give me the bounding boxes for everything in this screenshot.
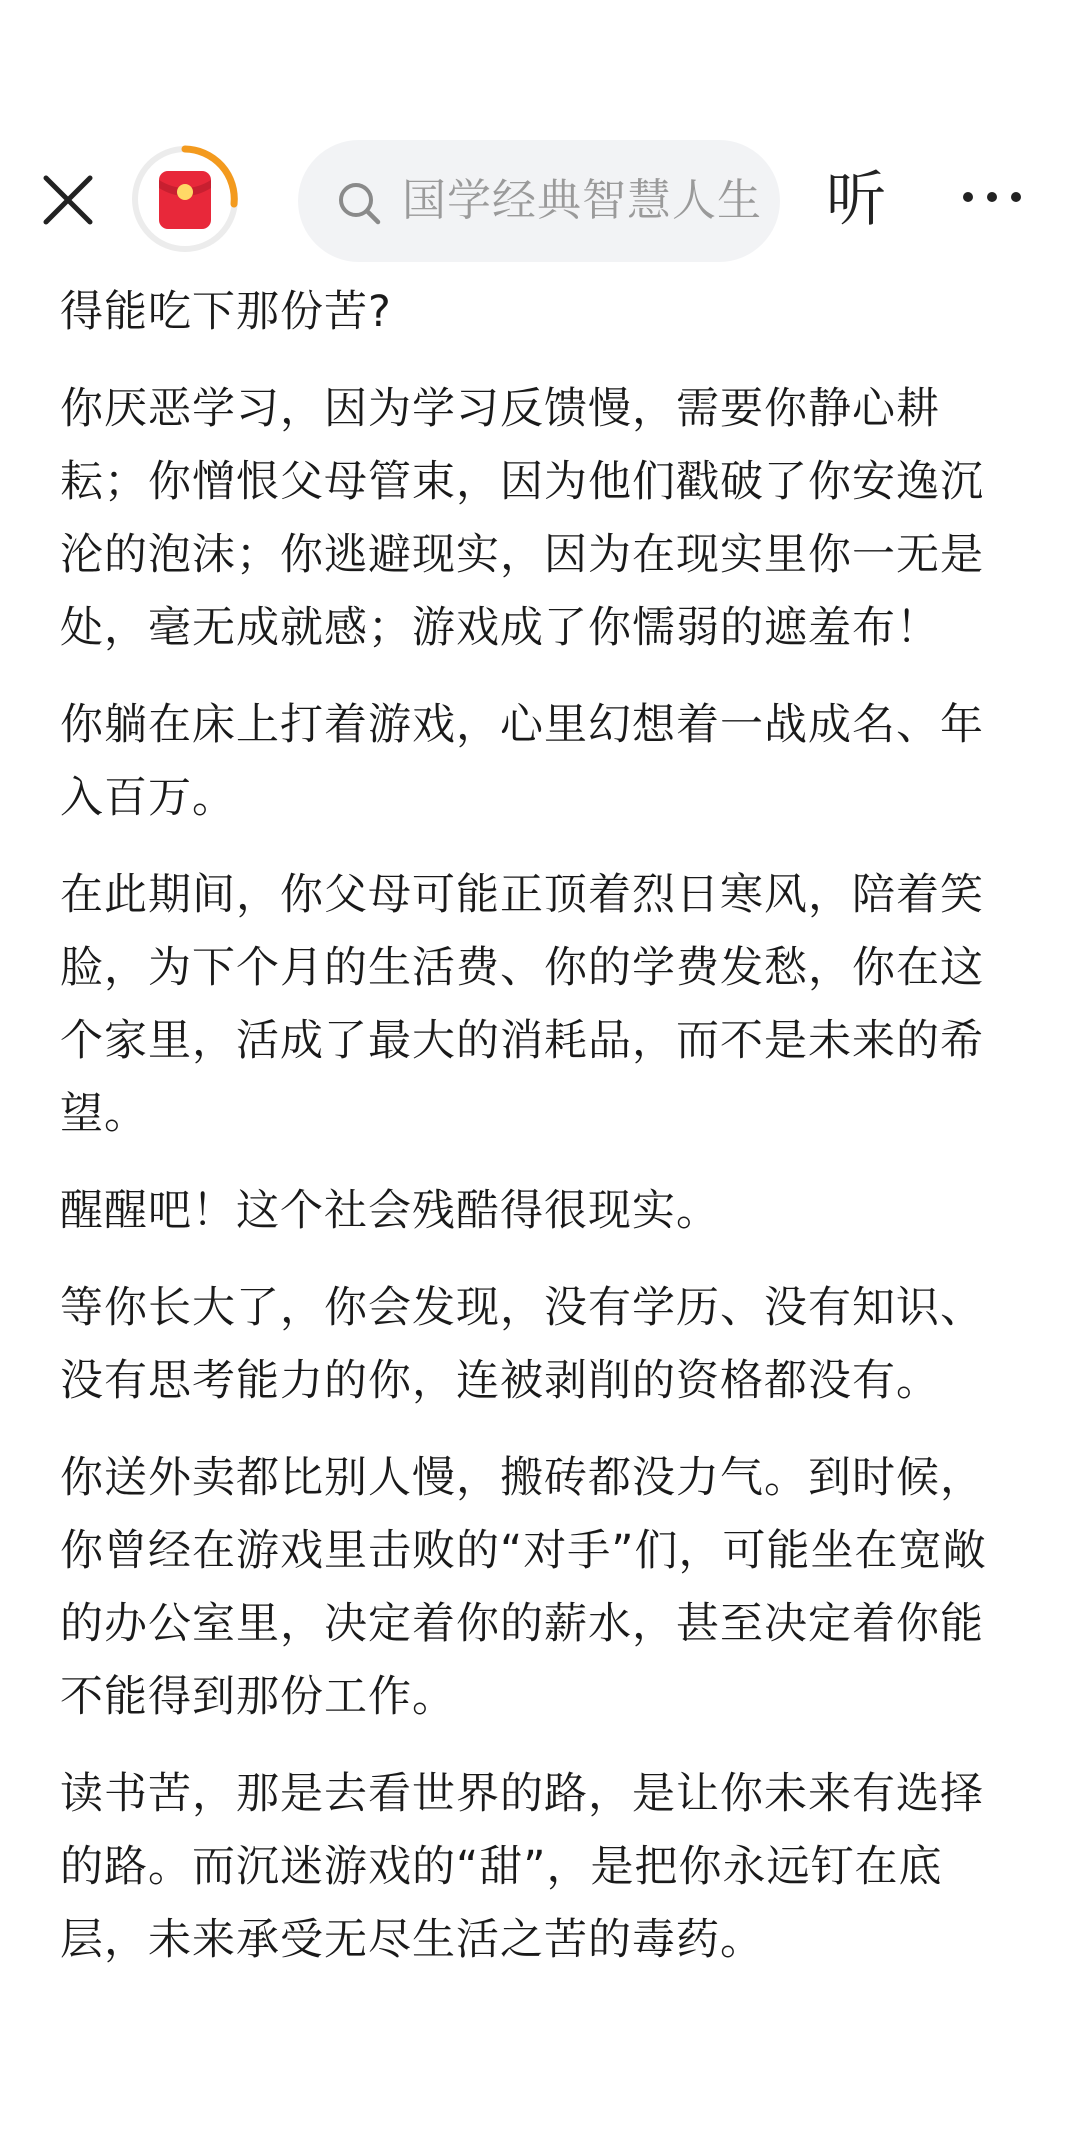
paragraph: 读书苦，那是去看世界的路，是让你未来有选择的路。而沉迷游戏的“甜”，是把你永远钉在底层，未来承受无尽生活之苦的毒药。: [60, 1769, 984, 1965]
paragraph: 你躺在床上打着游戏，心里幻想着一战成名、年入百万。: [60, 700, 984, 823]
search-placeholder: 国学经典智慧人生: [402, 175, 762, 226]
paragraph: 醒醒吧！这个社会残酷得很现实。: [60, 1186, 720, 1236]
account-avatar[interactable]: [128, 142, 242, 256]
paragraph: 等你长大了，你会发现，没有学历、没有知识、没有思考能力的你，连被剥削的资格都没有。: [60, 1283, 984, 1406]
paragraph: 你厌恶学习，因为学习反馈慢，需要你静心耕耘；你憎恨父母管束，因为他们戳破了你安逸沉沦的泡沫；你逃避现实，因为在现实里你一无是处，毫无成就感；游戏成了你懦弱的遮羞布！: [60, 384, 984, 653]
top-bar: [0, 128, 1080, 268]
close-icon: [40, 172, 96, 228]
search-bar[interactable]: [298, 140, 780, 262]
paragraph: 你送外卖都比别人慢，搬砖都没力气。到时候，你曾经在游戏里击败的“对手”们，可能坐在宽敞的办公室里，决定着你的薪水，甚至决定着你能不能得到那份工作。: [60, 1453, 987, 1722]
more-button[interactable]: [960, 182, 1024, 212]
red-envelope-icon: [128, 142, 242, 256]
article-body: [60, 276, 1020, 2150]
search-icon: [336, 180, 382, 226]
close-button[interactable]: [40, 172, 96, 228]
paragraph: 得能吃下那份苦?: [60, 287, 392, 337]
listen-button[interactable]: 听: [826, 165, 886, 235]
more-icon: [960, 182, 1024, 212]
paragraph: 在此期间，你父母可能正顶着烈日寒风，陪着笑脸，为下个月的生活费、你的学费发愁，你在这个家里，活成了最大的消耗品，而不是未来的希望。: [60, 870, 984, 1139]
